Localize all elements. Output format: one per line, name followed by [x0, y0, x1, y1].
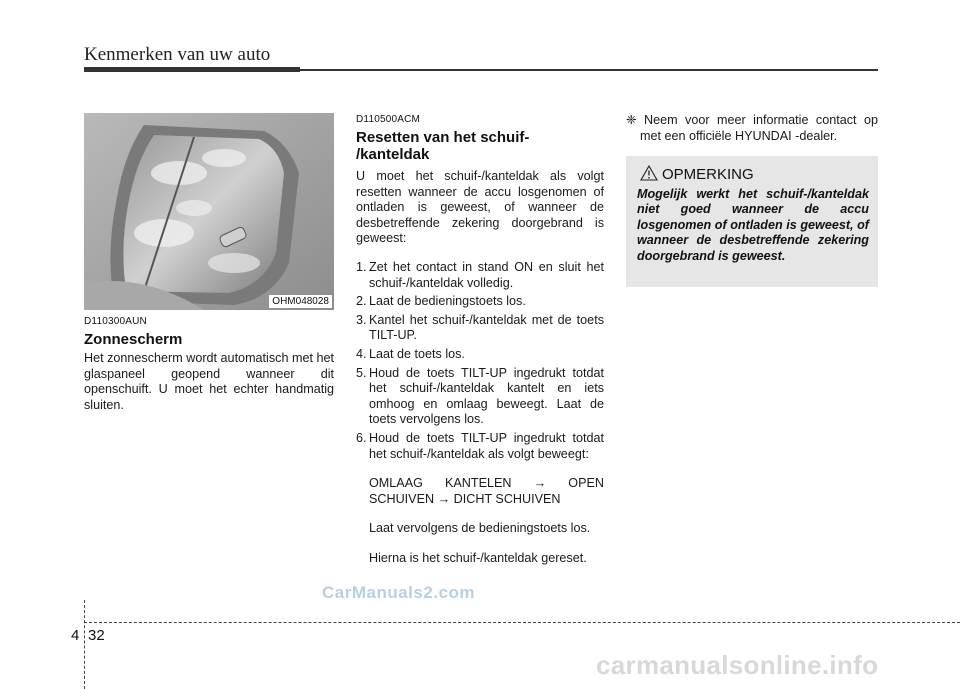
note-title: OPMERKING — [662, 166, 754, 183]
page-header-title: Kenmerken van uw auto — [84, 44, 271, 65]
step-item: 6. Houd de toets TILT-UP ingedrukt totdat het schuif-/kanteldak als volgt beweegt: — [356, 430, 604, 461]
footer-vertical-rule — [84, 600, 85, 689]
section-reset — [356, 114, 604, 566]
sunroof-photo — [84, 113, 334, 310]
sequence-text: OMLAAG KANTELEN → OPEN SCHUIVEN → DICHT SCHUIVEN — [369, 476, 604, 506]
page-number: 32 — [88, 627, 105, 644]
footer-rule — [84, 622, 960, 623]
section-heading: Zonnescherm — [84, 331, 183, 348]
section-body: Het zonnescherm wordt automatisch met het glaspaneel geopend wanneer dit openschuift. U moet het echter handmatig sluiten. — [84, 351, 334, 412]
sunroof-illustration — [84, 113, 334, 310]
section-heading — [356, 129, 604, 163]
warning-icon — [640, 165, 658, 181]
chapter-number: 4 — [71, 627, 80, 644]
site-watermark: carmanualsonline.info — [596, 650, 879, 680]
note-box — [626, 156, 878, 287]
header-rule-thick — [84, 67, 300, 72]
step-list — [356, 260, 604, 462]
step-item: 2. Laat de bedieningstoets los. — [356, 294, 526, 309]
note-text: Mogelijk werkt het schuif-/kanteldak niet goed wanneer de accu losgenomen of ontladen is geweest, of wanneer de desbetreffende zekering doorgebrand is geweest. — [637, 187, 869, 263]
step-item: 5. Houd de toets TILT-UP ingedrukt totdat het schuif-/kanteldak kantelt en iets omhoog en omlaag beweegt. Laat de toets vervolgens los. — [356, 365, 604, 427]
photo-label: OHM048028 — [269, 295, 332, 308]
section-info — [626, 113, 878, 144]
info-text: ❈ Neem voor meer informatie contact op met een officiële HYUNDAI -dealer. — [626, 113, 878, 143]
release-text: Laat vervolgens de bedieningstoets los. — [369, 521, 591, 536]
section-zonnescherm — [84, 316, 334, 413]
header-rule-thin — [300, 69, 878, 71]
step-item: 3. Kantel het schuif-/kanteldak met de toets TILT-UP. — [356, 312, 604, 343]
heading-line: Resetten van het schuif- — [356, 129, 530, 146]
step-item: 1. Zet het contact in stand ON en sluit het schuif-/kanteldak volledig. — [356, 259, 604, 290]
result-text: Hierna is het schuif-/kanteldak gereset. — [369, 550, 587, 565]
section-code: D110300AUN — [84, 316, 147, 327]
section-intro: U moet het schuif-/kanteldak als volgt resetten wanneer de accu losgenomen of ontladen is geweest, of wanneer de desbetreffende zekering doorgebrand is geweest: — [356, 169, 604, 246]
section-code: D110500ACM — [356, 114, 421, 125]
carmanuals-watermark: CarManuals2.com — [322, 583, 475, 602]
heading-line: /kanteldak — [356, 146, 430, 163]
step-item: 4. Laat de toets los. — [356, 346, 465, 361]
